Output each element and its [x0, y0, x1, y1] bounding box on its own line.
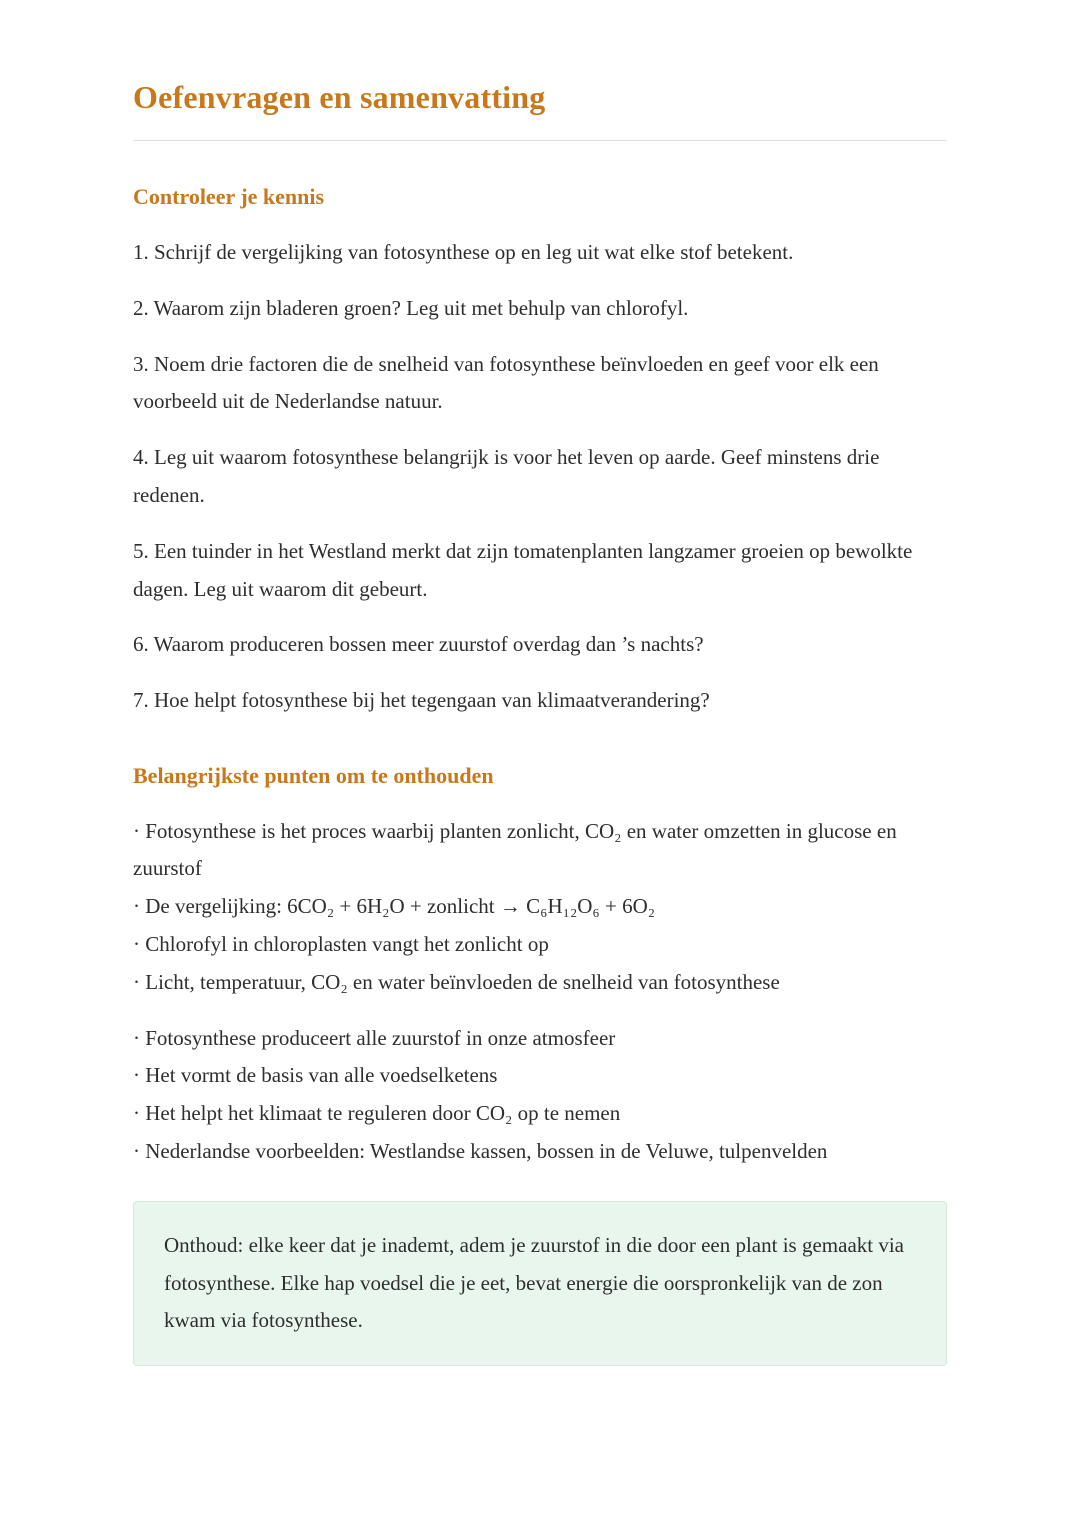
- bullet-item: · Chlorofyl in chloroplasten vangt het zonlicht op: [133, 931, 549, 956]
- bullet-item: · Het vormt de basis van alle voedselketens: [133, 1063, 498, 1088]
- section-heading-check-knowledge: Controleer je kennis: [133, 184, 325, 210]
- bullet-item: · Licht, temperatuur, CO₂ en water beïnvloeden de snelheid van fotosynthese: [133, 969, 780, 994]
- key-points-group-2: [133, 1020, 947, 1171]
- callout-box: [133, 1201, 947, 1366]
- bullet-item: · De vergelijking: 6CO₂ + 6H₂O + zonlicht → C₆H₁₂O₆ + 6O₂: [133, 894, 656, 919]
- title-divider: [133, 140, 947, 141]
- bullet-item: · Fotosynthese is het proces waarbij planten zonlicht, CO₂ en water omzetten in glucose en zuurstof: [133, 818, 897, 881]
- page-title: Oefenvragen en samenvatting: [133, 79, 546, 115]
- bullet-item: · Nederlandse voorbeelden: Westlandse kassen, bossen in de Veluwe, tulpenvelden: [133, 1138, 828, 1163]
- question-3: 3. Noem drie factoren die de snelheid van fotosynthese beïnvloeden en geef voor elk een voorbeeld uit de Nederlandse natuur.: [133, 351, 879, 414]
- question-2: 2. Waarom zijn bladeren groen? Leg uit met behulp van chlorofyl.: [133, 295, 689, 320]
- question-5: 5. Een tuinder in het Westland merkt dat zijn tomatenplanten langzamer groeien op bewolkte dagen. Leg uit waarom dit gebeurt.: [133, 538, 913, 601]
- question-6: 6. Waarom produceren bossen meer zuurstof overdag dan ’s nachts?: [133, 632, 704, 657]
- bullet-item: · Het helpt het klimaat te reguleren door CO₂ op te nemen: [133, 1101, 621, 1126]
- callout-text: Onthoud: elke keer dat je inademt, adem je zuurstof in die door een plant is gemaakt via fotosynthese. Elke hap voedsel die je eet, bevat energie die oorspronkelijk van de zon kwam via fotosynthese.: [164, 1232, 905, 1333]
- question-1: 1. Schrijf de vergelijking van fotosynthese op en leg uit wat elke stof betekent.: [133, 239, 794, 264]
- section-heading-key-points: Belangrijkste punten om te onthouden: [133, 762, 494, 788]
- key-points-group-1: [133, 813, 947, 1002]
- question-4: 4. Leg uit waarom fotosynthese belangrijk is voor het leven op aarde. Geef minstens drie redenen.: [133, 445, 880, 507]
- question-7: 7. Hoe helpt fotosynthese bij het tegengaan van klimaatverandering?: [133, 688, 710, 713]
- bullet-item: · Fotosynthese produceert alle zuurstof in onze atmosfeer: [133, 1025, 616, 1050]
